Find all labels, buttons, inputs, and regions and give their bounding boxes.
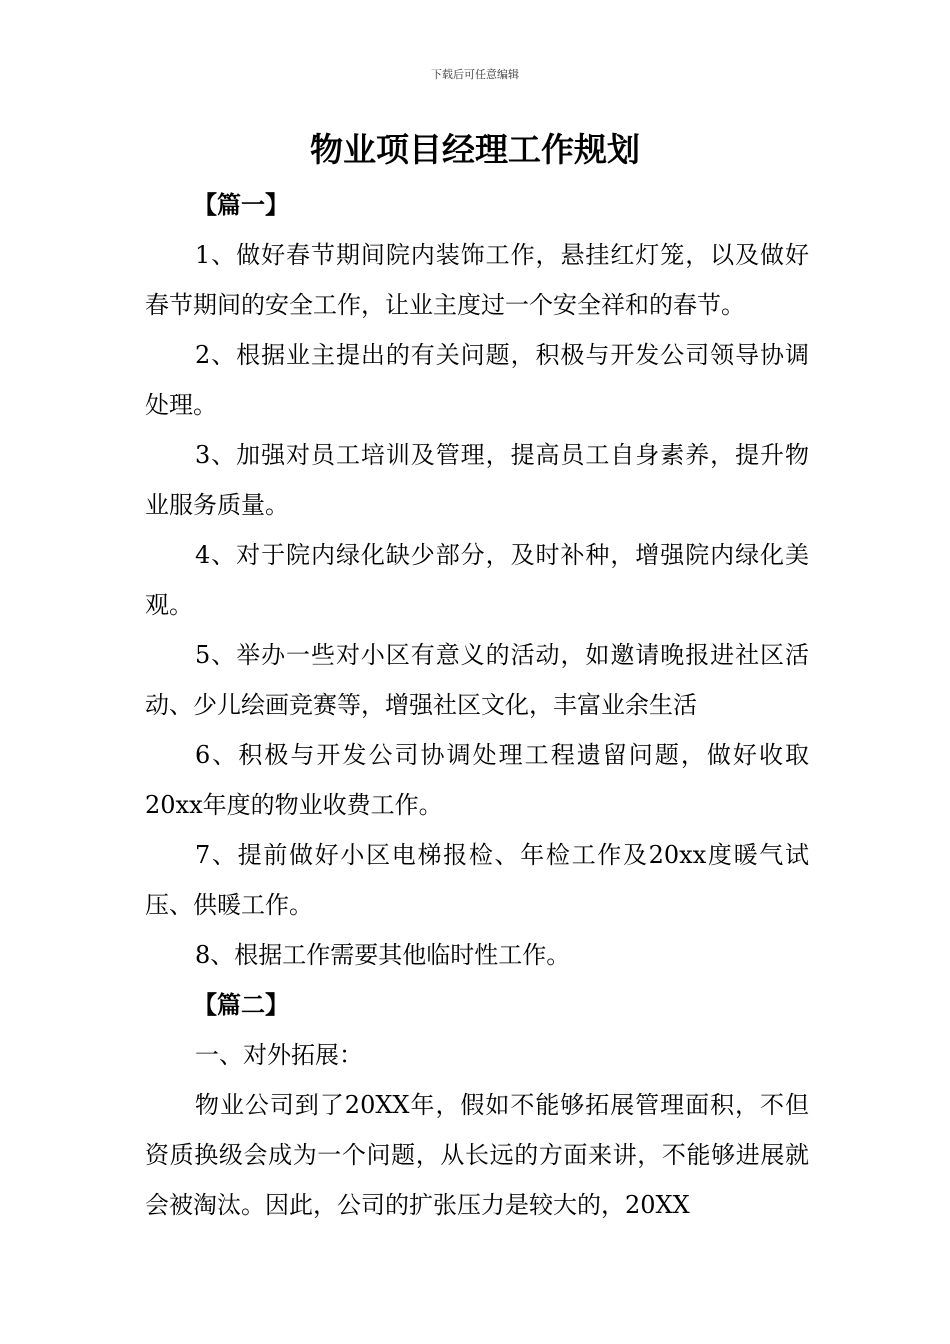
list-item: 1、做好春节期间院内装饰工作，悬挂红灯笼，以及做好春节期间的安全工作，让业主度过一个安全祥和的春节。 xyxy=(145,241,809,319)
list-item: 4、对于院内绿化缺少部分，及时补种，增强院内绿化美观。 xyxy=(145,541,809,619)
list-item: 3、加强对员工培训及管理，提高员工自身素养，提升物业服务质量。 xyxy=(145,441,809,519)
page-header-note: 下载后可任意编辑 xyxy=(431,68,519,81)
list-item: 8、根据工作需要其他临时性工作。 xyxy=(195,941,571,969)
subsection-heading: 一、对外拓展： xyxy=(195,1041,363,1069)
document-title: 物业项目经理工作规划 xyxy=(310,130,640,169)
list-item: 5、举办一些对小区有意义的活动，如邀请晚报进社区活动、少儿绘画竞赛等，增强社区文化，丰富业余生活 xyxy=(145,641,809,719)
list-item: 7、提前做好小区电梯报检、年检工作及20xx度暖气试压、供暖工作。 xyxy=(145,841,809,919)
body-paragraph: 物业公司到了20XX年，假如不能够拓展管理面积，不但资质换级会成为一个问题，从长远的方面来讲，不能够进展就会被淘汰。因此，公司的扩张压力是较大的，20XX xyxy=(145,1091,809,1219)
list-item: 2、根据业主提出的有关问题，积极与开发公司领导协调处理。 xyxy=(145,341,809,419)
section-heading-1: 【篇一】 xyxy=(193,190,289,219)
document-body xyxy=(145,180,809,1230)
list-item: 6、积极与开发公司协调处理工程遗留问题，做好收取20xx年度的物业收费工作。 xyxy=(145,741,809,819)
section-heading-2: 【篇二】 xyxy=(193,990,289,1019)
